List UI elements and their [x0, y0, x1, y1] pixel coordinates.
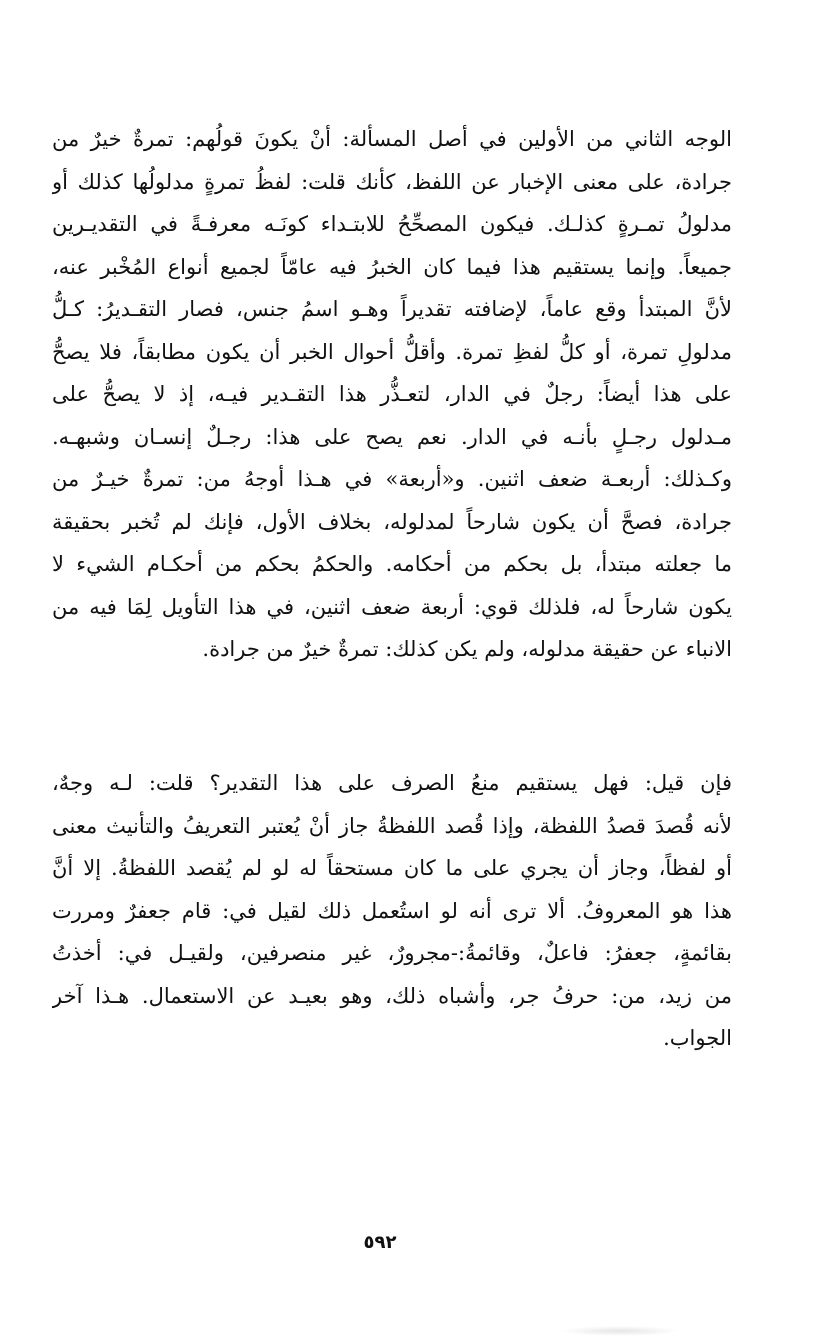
text-line: بقائمةٍ، جعفرُ: فاعلٌ، وقائمةُ:-مجرورٌ، غير منصرفين، ولقيـل في: أخذتُ [52, 941, 732, 965]
text-line: الوجه الثاني من الأولين في أصل المسألة: أنْ يكونَ قولُهم: تمرةٌ خيرٌ من [52, 127, 732, 151]
text-line: وكـذلك: أربعـة ضعف اثنين. و«أربعة» في هـذا أوجهُ من: تمرةٌ خيـرٌ من [52, 467, 732, 491]
paragraph-2 [52, 762, 732, 1060]
text-line: لأنه قُصدَ قصدُ اللفظة، وإذا قُصد اللفظةُ جاز أنْ يُعتبر التعريفُ والتأنيث معنى [52, 813, 732, 838]
page-number: ٥٩٢ [363, 1232, 397, 1253]
text-line: أو لفظاً، وجاز أن يجري على ما كان مستحقاً له لو لم يُقصد اللفظةُ. إلا أنَّ [52, 856, 732, 880]
text-line: لأنَّ المبتدأ وقع عاماً، لإضافته تقديراً وهـو اسمُ جنس، فصار التقـديرُ: كـلُّ [52, 297, 732, 321]
text-line: هذا هو المعروفُ. ألا ترى أنه لو استُعمل ذلك لقيل في: قام جعفرٌ ومررت [52, 898, 732, 923]
text-line: مدلولُ تمـرةٍ كذلـك. فيكون المصحِّحُ للابتـداء كونَـه معرفـةً في التقديـرين [52, 212, 732, 236]
text-line: ما جعلته مبتدأ، بل بحكم من أحكامه. والحكمُ بحكم من أحكـام الشيء لا [52, 552, 732, 576]
text-line: جرادة، فصحَّ أن يكون شارحاً لمدلوله، بخلاف الأول، فإنك لم تُخبر بحقيقة [52, 509, 732, 534]
paragraph-1 [52, 118, 732, 671]
text-line: فإن قيل: فهل يستقيم منعُ الصرف على هذا التقدير؟ قلت: لـه وجهٌ، [52, 771, 732, 795]
text-line: من زيد، من: حرفُ جر، وأشباه ذلك، وهو بعيـد عن الاستعمال. هـذا آخر [52, 983, 732, 1008]
scan-smudge [560, 1326, 680, 1336]
text-line: جميعاً. وإنما يستقيم هذا فيما كان الخبرُ فيه عامّاً لجميع أنواع المُخْبر عنه، [52, 254, 732, 279]
text-line: مدلولِ تمرة، أو كلُّ لفظِ تمرة. وأقلُّ أحوال الخبر أن يكون مطابقاً، فلا يصحُّ [52, 339, 732, 364]
text-line: يكون شارحاً له، فلذلك قوي: أربعة ضعف اثنين، في هذا التأويل لِمَا فيه من [52, 594, 732, 619]
text-line: مـدلول رجـلٍ بأنـه في الدار. نعم يصح على هذا: رجـلٌ إنسـان وشبهـه. [52, 424, 732, 449]
text-line: جرادة، على معنى الإخبار عن اللفظ، كأنك قلت: لفظُ تمرةٍ مدلولُها كذلك أو [52, 169, 732, 194]
text-line: على هذا أيضاً: رجلٌ في الدار، لتعـذُّر هذا التقـدير فيـه، إذ لا يصحُّ على [52, 382, 732, 406]
text-line: الجواب. [663, 1026, 732, 1050]
text-line: الانباء عن حقيقة مدلوله، ولم يكن كذلك: تمرةٌ خيرٌ من جرادة. [202, 637, 732, 661]
